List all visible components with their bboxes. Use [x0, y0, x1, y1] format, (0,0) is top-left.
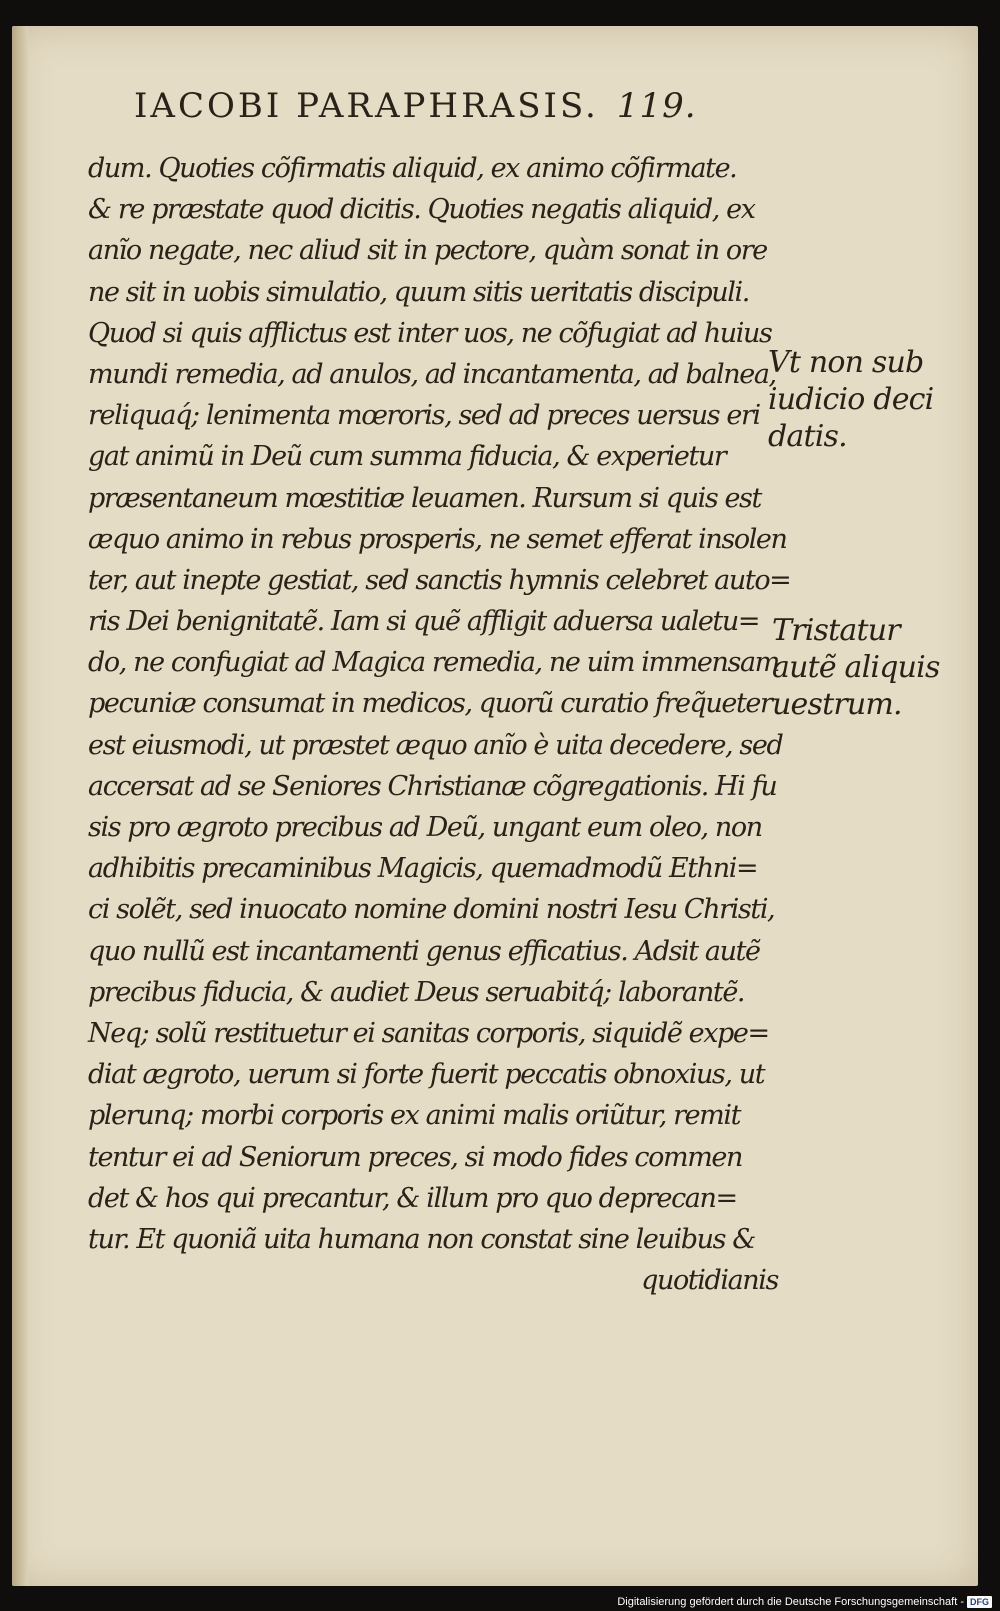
digitization-credit: [617, 1596, 992, 1608]
text-line: quo nullũ est incantamenti genus efficatius. Adsit autẽ: [88, 935, 760, 967]
margin-note-line: Vt non sub: [768, 345, 924, 380]
text-line: ne sit in uobis simulatio, quum sitis ueritatis discipuli.: [88, 276, 749, 308]
text-line: pecuniæ consumat in medicos, quorũ curatio freq̃ueter: [88, 688, 772, 720]
margin-note-line: iudicio deci: [768, 382, 934, 417]
text-line: do, ne confugiat ad Magica remedia, ne uim immensam: [88, 647, 779, 679]
text-line: dum. Quoties cõfirmatis aliquid, ex animo cõfirmate.: [88, 153, 737, 184]
text-line: Neq; solũ restituetur ei sanitas corporis, siquidẽ expe=: [88, 1017, 769, 1049]
text-line: ci solẽt, sed inuocato nomine domini nostri Iesu Christi,: [88, 894, 775, 926]
text-line: præsentaneum mœstitiæ leuamen. Rursum si quis est: [88, 482, 761, 514]
margin-note-line: uestrum.: [772, 687, 902, 722]
text-line: est eiusmodi, ut præstet æquo anĩo è uita decedere, sed: [88, 729, 783, 761]
text-line: adhibitis precaminibus Magicis, quemadmodũ Ethni=: [88, 853, 758, 885]
margin-note-line: autẽ aliquis: [772, 650, 940, 685]
text-line: accersat ad se Seniores Christianæ cõgregationis. Hi fu: [88, 770, 777, 802]
text-line: plerunq; morbi corporis ex animi malis oriũtur, remit: [88, 1100, 741, 1132]
running-head-title: IACOBI PARAPHRASIS.: [134, 86, 599, 126]
text-line: gat animũ in Deũ cum summa fiducia, & experietur: [88, 441, 726, 473]
text-line: sis pro ægroto precibus ad Deũ, ungant eum oleo, non: [88, 812, 762, 843]
text-line: reliquaq́; lenimenta mœroris, sed ad preces uersus eri: [88, 400, 760, 432]
book-page: [12, 26, 978, 1586]
body-text: [88, 148, 791, 1301]
margin-note-1: [768, 344, 933, 455]
text-line: tur. Et quoniã uita humana non constat sine leuibus &: [88, 1223, 755, 1255]
text-line: precibus fiducia, & audiet Deus seruabitq́; laborantẽ.: [88, 976, 745, 1008]
page-number: 119.: [616, 86, 697, 126]
text-line: det & hos qui precantur, & illum pro quo deprecan=: [88, 1182, 737, 1214]
text-line: anĩo negate, nec aliud sit in pectore, quàm sonat in ore: [88, 235, 767, 267]
text-line: mundi remedia, ad anulos, ad incantamenta, ad balnea,: [88, 358, 776, 390]
dfg-logo: DFG: [967, 1596, 992, 1608]
margin-note-line: datis.: [768, 419, 847, 454]
text-line: ris Dei benignitatẽ. Iam si quẽ affligit aduersa ualetu=: [88, 606, 760, 638]
text-line: æquo animo in rebus prosperis, ne semet efferat insolen: [88, 523, 787, 555]
text-line: diat ægroto, uerum si forte fuerit peccatis obnoxius, ut: [88, 1059, 765, 1091]
credit-text: Digitalisierung gefördert durch die Deutsche Forschungsgemeinschaft -: [617, 1596, 964, 1608]
text-line: tentur ei ad Seniorum preces, si modo fides commen: [88, 1141, 742, 1173]
text-line: ter, aut inepte gestiat, sed sanctis hymnis celebret auto=: [88, 564, 791, 596]
catchword: quotidianis: [641, 1265, 778, 1297]
text-line: Quod si quis afflictus est inter uos, ne cõfugiat ad huius: [88, 317, 772, 349]
text-line: & re præstate quod dicitis. Quoties negatis aliquid, ex: [88, 194, 755, 226]
margin-note-line: Tristatur: [772, 613, 900, 648]
margin-note-2: [772, 612, 940, 723]
running-head: [134, 86, 697, 126]
